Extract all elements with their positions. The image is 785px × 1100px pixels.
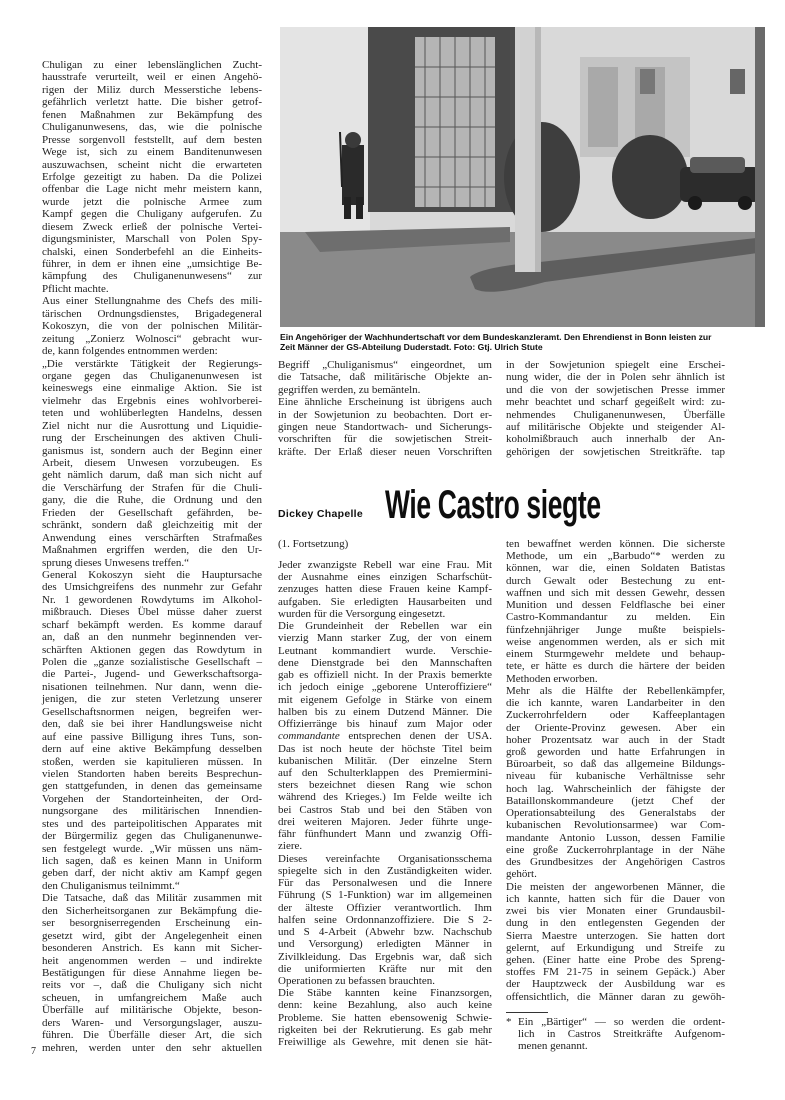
text-line: wurde jetzt die polnische Armee zum [42,195,262,208]
text-line: rung der Erscheinungen des aktiven Chuli- [42,432,262,445]
text-line: in der Sowjetunion zu beobachten. Dort er- [278,408,492,421]
text-line: bei Castros Stab und bei den Stäben von [278,803,492,816]
text-line: Vorgehen der Standorteinheiten, der Ord- [42,792,262,805]
text-line: Operationen zu befassen brauchten. [278,974,435,987]
text-line: Kampf gegen die Chuligany aufgerufen. Zu [42,208,262,221]
text-line: offensichtlich, die Männer daran zu gewöh- [506,990,725,1003]
page-number: 7 [31,1046,36,1057]
text-line: Ein „Bärtiger“ — so werden die ordent- [518,1016,725,1028]
text-line: mandante Antonio Lusson, dessen Familie [506,831,725,844]
text-line: Castro-Kommandantur zu melden. Ein [506,611,725,624]
text-line: besonderen Anstrich. Es kann mit Sicher- [42,942,262,955]
text-line: auszuwachsen, scheint nicht die erwarteten [42,158,262,171]
text-line: kubanischen Militär. (Der einzelne Stern [278,754,492,767]
text-line: führen. Die Überfälle dieser Art, die sich [42,1029,262,1042]
text-line: denn: keine Bezahlung, also auch keine [278,999,492,1012]
text-line: kräfte. Der Erlaß dieser neuen Vorschriften [278,445,492,458]
text-line: ziere. [278,840,303,853]
text-line: de, kann folgendes entnommen werden: [42,345,218,358]
text-line: Zuckerrohrfeldern oder Kaffeeplantagen [506,709,725,722]
text-line: gehen. (Einer hatte eine Probe des Spreng- [506,953,725,966]
text-line: gesetzt wird, gibt der Angelegenheit einen [42,929,262,942]
text-line: Sierra Maestre unterzogen. Sie hatten dort [506,929,725,942]
article-author: Dickey Chapelle [278,508,364,520]
text-line: kämpfung des Chuliganenunwesens“ zur [42,270,262,283]
text-line: Nr. 1 gewordenen Rowdytums im Alkohol- [42,593,262,606]
text-line: zeitung „Zonierz Wolnosci“ gebracht wur- [42,332,262,345]
text-line: halfen seine Ordonnanzoffiziere. Die S 2- [278,913,492,926]
text-line: vierzig Mann starker Zug, der von einem [278,632,492,645]
text-line: können, war die, einen Soldaten Batistas [506,562,725,575]
text-line: zenzuges hatten diese Frauen keine Kampf- [278,583,492,596]
text-line: gen stattgefunden, in denen das gemeinsame [42,780,262,793]
article-castro-column-a [278,559,492,1048]
text-line: ich kannte, hatten sich für die Dauer von [506,892,725,905]
text-line: Presse sorgenvoll feststellt, auf dem besten [42,133,262,146]
text-line: organe gegen das Chuliganenunwesen ist [42,369,262,382]
news-photo [280,27,765,327]
text-line: hausstrafe verurteilt, weil er einen Angehö- [42,71,262,84]
text-line: Pflicht machte. [42,282,109,295]
text-line: Methode, um ein „Barbudo“* werden zu [506,550,725,563]
text-line: sprung dieses Unwesens treffen.“ [42,556,190,569]
text-line: reits vor –, daß die Chuligany sich nicht [42,979,262,992]
text-line: menen genannt. [518,1040,588,1053]
text-line: ganismus ist, sondern auch der Beginn einer [42,444,262,457]
text-line: ser besorgniserregenden Erscheinung ein- [42,917,262,930]
text-line: ich jedoch einige „geborene Unteroffiziere“ [278,681,492,694]
text-line: Frieden der Gesellschaft gefährden, be- [42,506,262,519]
text-line: auf den Schulterklappen des Premiermini- [278,766,492,779]
photo-guard-at-chancellery-icon [280,27,765,327]
text-line: wurden für die Versorgung eingesetzt. [278,607,446,620]
continuation-note: (1. Fortsetzung) [278,538,349,550]
article-headline: Wie Castro siegte [385,483,601,527]
text-line: waffnen und sich mit dessen Gewehr, dessen [506,586,725,599]
article-castro-column-b [506,538,725,1003]
text-line: keineswegs eine einmalige Aktion. Sie ist [42,382,262,395]
text-line: Überfälle auf militärische Objekte, beson- [42,1004,262,1017]
text-line: sen festgelegt wurde. „Wir müssen uns näm- [42,842,262,855]
text-line: „Die verstärkte Tätigkeit der Regierungs- [42,357,262,370]
text-line: eine große Zuckerrohrplantage in der Nähe [506,843,725,856]
text-line: Bataillonskommandeure (jetzt Chef der [506,794,725,807]
text-line: fähr fünfhundert Mann und zwanzig Offi- [278,828,492,841]
text-line: geben darf, der nicht aktiv am Kampf gegen [42,867,262,880]
text-line: Chuligan zu einer lebenslänglichen Zucht- [42,59,262,71]
text-line: schärften Aktionen gegen das Rowdytum in [42,643,262,656]
line-rest: entsprechen denen der USA. [339,730,492,743]
text-line: Für das Personalwesen und die Innere [278,877,492,890]
text-line: ders Waren- und Versorgungslager, auszu- [42,1016,262,1029]
text-line: den, daß sie bei ihrer Handlungsweise nicht [42,718,262,731]
text-line: chalski, einen Sonderbefehl an die Einheits- [42,245,262,258]
text-line: gehörigen der sowjetischen Streitkräfte. tap [506,445,725,458]
text-line: tete, er hätte es durch die härtere der beiden [506,660,725,673]
text-line: nung wider, die der in Polen sehr ähnlich ist [506,371,725,384]
text-line: Leutnant kommandiert wurde. Verschie- [278,644,492,657]
text-line: vielmehr das Ergebnis eines wohlvorberei- [42,394,262,407]
text-line: der Oriente-Provinz gewesen. Aber ein [506,721,725,734]
text-line: der älteste Offizier verantwortlich. Ihm [278,901,492,914]
text-line: durch Gewalt oder Bestechung zu ent- [506,574,725,587]
text-line: Polen die „ganze sozialistische Gesellschaft – [42,656,262,668]
text-line: Bestätigungen für diese Annahme liegen be- [42,966,262,979]
text-line: Jeder zwanzigste Rebell war eine Frau. Mit [278,559,492,571]
text-line: scharf bekämpft werden. Es komme darauf [42,618,262,631]
text-line: nungsorgane des militärischen Innendien- [42,805,262,818]
text-line: drei weiteren Majoren. Jeder führte unge- [278,815,492,828]
text-line: Arbeit, diesem Unwesen vorzubeugen. Es [42,457,262,469]
text-line: Anwendung eines verschärften Strafmaßes [42,531,262,544]
text-line: Kokoszyn, die von der polnischen Militär- [42,320,262,333]
text-line: Ziel nicht nur die Ausrottung und Liquidie- [42,419,262,432]
text-line: dene Dienstgrade bei den Mannschaften [278,656,492,669]
text-line: Zivilkleidung. Das Ergebnis war, daß sich [278,950,492,963]
text-line: Die Tatsache, daß das Militär zusammen mit [42,892,262,905]
text-line: mehr beachtet und scharf gegeißelt wird: zu- [506,396,725,409]
text-line: stoßen, werden sie kapitulieren müssen. In [42,755,262,768]
text-line: stes und des parteipolitischen Apparates mit [42,817,262,830]
text-line: spiegelte sich in den Zuständigkeiten wider. [278,864,492,877]
text-line: Mehr als die Hälfte der Rebellenkämpfer, [506,684,725,697]
text-line: Eine ähnliche Erscheinung ist übrigens auch [278,396,492,409]
text-line: Dieses vereinfachte Organisationsschema [278,852,492,865]
text-line: nehmendes Chuliganenunwesen, Überfälle [506,408,725,421]
text-line: Begriff „Chuliganismus“ eingeordnet, um [278,359,492,371]
text-line: die ich kannte, waren Landarbeiter in den [506,697,725,710]
text-line: mehren, werden unter den sehr aktuellen [42,1041,262,1054]
text-line: Führung (S 1-Funktion) war im allgemeinen [278,889,492,902]
text-line: lich sagen, daß es keinen Mann in Uniform [42,855,262,867]
text-line: Probleme. Sie hatten ebensowenig Schwie- [278,1011,492,1024]
article-chuligan-column-b [506,359,725,458]
text-line: des Grundbesitzes der Angehörigen Castros [506,856,725,869]
text-line: jenigen, die zur steten Verletzung unserer [42,693,262,706]
footnote-divider [506,1012,548,1013]
text-line: General Kokoszyn sieht die Hauptursache [42,568,262,581]
text-line: dern auf eine aktive Bekämpfung desselben [42,743,262,756]
text-line: der Ausnahme eines einzigen Scharfschüt- [278,571,492,584]
text-line: während des Krieges.) Im Felde weilte ich [278,791,492,804]
text-line: auf militärische Objekte und steigender Al- [506,420,725,433]
text-line: Das ist noch heute der höchste Titel beim [278,742,492,755]
photo-caption [280,333,770,352]
text-line: Operationsabteilung des Generalstabs der [506,807,725,820]
text-line: weise angenommen werden, als er sich mit [506,635,725,648]
text-line: gelernt, auf Erkundigung und Streife zu [506,941,725,954]
text-line: groß geworden und hatte Erfahrungen in [506,745,725,758]
text-line: Munition und dessen Feldflasche bei einer [506,599,725,612]
text-line: mißbrauch. Dieses Übel müsse daher zuerst [42,606,262,619]
text-line: nisationen teilnehmen. Nur dann, wenn die- [42,680,262,693]
text-line: Büroarbeit, so daß das allgemeine Bildungs- [506,758,725,771]
text-line: hoch lag. Wahrscheinlich der fähigste der [506,782,725,795]
text-line: auf eine passive Billigung ihres Tuns, son- [42,730,262,743]
text-line: der Hauptzweck der Ausbildung war es [506,978,725,991]
footnote-marker: * [506,1016,512,1028]
text-line: den Chuliganismus teilnimmt.“ [42,879,180,892]
text-line: lich in Castros Streitkräfte Aufgenom- [518,1028,725,1041]
text-line: gegriffen werden, zu bemänteln. [278,383,421,396]
text-line: schränkt, sondern daß gleichzeitig mit der [42,519,262,532]
text-line: koholmißbrauch auch innerhalb der An- [506,433,725,446]
text-line: die uniformierten Kräfte nur mit den [278,962,492,975]
text-line: teten und wohlüberlegten Handelns, dessen [42,407,262,420]
text-line: aufgaben. Sie erledigten Hausarbeiten und [278,595,492,608]
text-line: mit eigenem Gefolge in Stärke von einem [278,693,492,706]
article-chuligan-column-left [42,59,262,1054]
footnote [506,1016,725,1053]
text-line: Maßnahmen ergriffen werden, die den Ur- [42,544,262,557]
text-line: Methoden erworben. [506,672,598,685]
text-line: vorschriften für die sowjetischen Streit- [278,433,492,446]
text-line: niveau für kubanische Verhältnisse sehr [506,770,725,783]
text-line: und die von der sowjetischen Presse immer [506,383,725,396]
text-line: die Verschärfung der Strafen für die Chuli- [42,481,262,494]
text-line: Aus einer Stellungnahme des Chefs des mili- [42,295,262,308]
text-line: Erfolge gezeitigt zu haben. Da die Polizei [42,170,262,183]
text-line: die Partei-, Jugend- und Gewerkschaftsorga- [42,668,262,681]
text-line: offenbar die Lage nicht mehr meistern kann, [42,183,262,196]
text-line: fünfzehnjähriger Junge mußte beispiels- [506,623,725,636]
caption-line: Ein Angehöriger der Wachhundertschaft vor dem Bundeskanzleramt. Den Ehrendienst in Bonn leisten zur [280,332,712,342]
text-line: gab es offiziell nicht. In der Praxis bemerkte [278,669,492,682]
text-line: scheuen, in umfangreichem Maße auch [42,991,262,1004]
text-line: gehört. [506,868,537,881]
text-line: stoffes FM 21-75 in seinem Gepäck.) Aber [506,966,725,979]
text-line: gefährlich verletzt hatte. Die bisher getrof- [42,96,262,109]
text-line: an, daß an den nunmehr beginnenden ver- [42,631,262,644]
text-line: heit angenommen werden – und indirekte [42,954,262,967]
italic-term: commandante [278,730,340,743]
text-line: tärischen Ordnungsdienstes, Brigadegeneral [42,307,262,320]
text-line: und S 4-Arbeit (Abwehr bzw. Nachschub [278,926,492,939]
text-line: ten bewaffnet werden können. Die sicherste [506,538,725,550]
text-line: gany, die die Ruhe, die Ordnung und den [42,494,262,507]
text-line: und Versorgung) erledigten Männer in [278,938,492,951]
text-line: Die Grundeinheit der Rebellen war ein [278,620,492,633]
text-line: der Bürgermiliz gegen das Chuliganenunwe- [42,830,262,843]
text-line: hoher Prozentsatz war auch in der Stadt [506,733,725,746]
text-line: diesem Zweck erließ der polnische Vertei- [42,220,262,233]
text-line: Freiwillige als Gewehre, mit denen sie hät- [278,1036,492,1049]
text-line: führer, in dem er ihnen eine „umsichtige Be- [42,258,262,270]
text-line: einem Sturmgewehr meldete und behaup- [506,648,725,661]
text-line: digungsminister, Marschall von Polen Spy- [42,233,262,246]
text-line: Chuliganunwesens, das, wie die polnische [42,121,262,134]
text-line [278,730,492,742]
text-line: in der Sowjetunion spiegelt eine Erschei- [506,359,725,371]
text-line: Die meisten der angeworbenen Männer, die [506,880,725,893]
text-line: dung in den entlegensten Gegenden der [506,917,725,930]
text-line: Die Stäbe kannten keine Finanzsorgen, [278,987,492,1000]
caption-line: Zeit Männer der GS-Abteilung Duderstadt. Foto: Gtj. Ulrich Stute [280,341,543,352]
text-line: den Sicherheitsorganen zur Bekämpfung die- [42,904,262,917]
text-line: kubanischen Revolutionsarmee) war Com- [506,819,725,832]
text-line: Wege ist, sich zu einem Banditenunwesen [42,146,262,159]
text-line: fenen Maßnahmen zur Bekämpfung des [42,108,262,121]
text-line: geht nämlich darum, daß man sich nicht auf [42,469,262,482]
text-line: des Umsichgreifens des nunmehr zur Gefahr [42,581,262,594]
text-line: Offizierränge bis hinauf zum Major oder [278,718,492,731]
text-line: sters bezeichnet diesen Rang wie schon [278,779,492,792]
text-line: zwei bis vier Monaten einer Grundausbil- [506,905,725,918]
text-line: gingen neue Standortwach- und Sicherungs- [278,420,492,433]
article-chuligan-column-a [278,359,492,458]
text-line: Gesellschaftsnormen neigen, begreifen wer- [42,705,262,718]
text-line: die Tatsache, daß militärische Objekte an- [278,371,492,384]
text-line: halben bis zu einem Dutzend Männer. Die [278,705,492,718]
text-line: rigkeiten bei der Rekrutierung. Es gab mehr [278,1023,492,1036]
text-line: vielen Standorten haben bereits Besprechun- [42,767,262,780]
text-line: rigen der Miliz durch Messerstiche lebens- [42,83,262,96]
